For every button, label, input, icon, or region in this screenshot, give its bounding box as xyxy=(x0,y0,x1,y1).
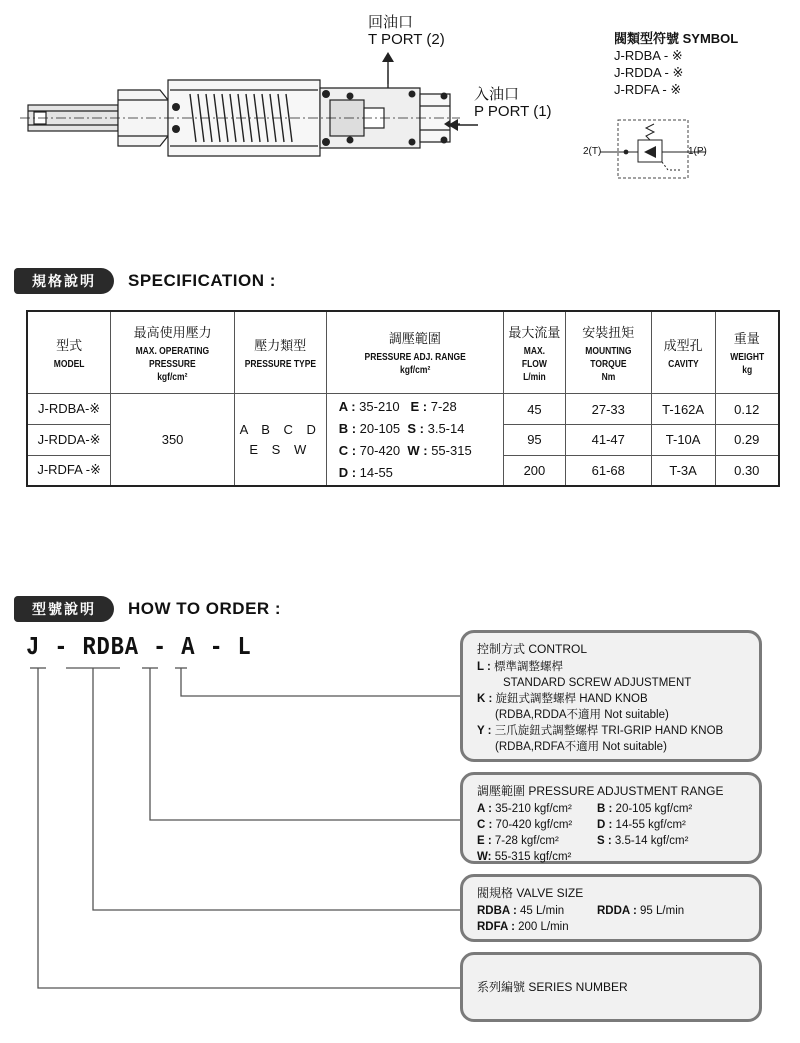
range-item-c: C : 70-420 kgf/cm² xyxy=(477,819,573,831)
header-mounting-torque: 安裝扭矩 MOUNTING TORQUE Nm xyxy=(565,311,651,394)
control-option-y: Y : 三爪旋鈕式調整螺桿 TRI-GRIP HAND KNOB xyxy=(477,725,724,737)
control-box xyxy=(460,630,762,762)
header-max-flow: 最大流量 MAX. FLOW L/min xyxy=(504,311,566,394)
pressure-type-line: A B C D xyxy=(239,421,321,437)
how-to-order-pill: 型號說明 xyxy=(14,596,114,622)
control-option-l-en: STANDARD SCREW ADJUSTMENT xyxy=(503,677,692,689)
range-item-w: W: 55-315 kgf/cm² xyxy=(477,851,572,863)
series-header: 系列編號 SERIES NUMBER xyxy=(477,980,628,994)
range-item-e: E : 7-28 kgf/cm² xyxy=(477,835,559,847)
range-line: C : 70-420 W : 55-315 xyxy=(338,442,472,458)
control-option-y-note: (RDBA,RDFA不適用 Not suitable) xyxy=(495,741,667,753)
pressure-range-box xyxy=(460,772,762,864)
size-rdda: RDDA : 95 L/min xyxy=(597,905,685,917)
size-rdba: RDBA : 45 L/min xyxy=(477,905,565,917)
t-port-label-cn: 回油口 xyxy=(368,14,414,31)
cell-weight: 0.12 xyxy=(715,394,779,425)
specification-title: SPECIFICATION : xyxy=(128,271,276,290)
range-line: B : 20-105 S : 3.5-14 xyxy=(338,420,465,436)
range-line: A : 35-210 E : 7-28 xyxy=(338,398,457,414)
p-port-label-cn: 入油口 xyxy=(474,86,520,103)
header-pressure-type: 壓力類型 PRESSURE TYPE xyxy=(234,311,326,394)
cell-cavity: T-10A xyxy=(651,425,715,456)
cell-model: J-RDDA-※ xyxy=(27,425,111,456)
cell-flow: 95 xyxy=(504,425,566,456)
cell-flow: 200 xyxy=(504,455,566,486)
header-cavity: 成型孔 CAVITY xyxy=(651,311,715,394)
size-header: 閥規格 VALVE SIZE xyxy=(477,886,584,900)
symbol-line-rdba: J-RDBA - ※ xyxy=(614,48,683,63)
valve-size-box xyxy=(460,874,762,942)
size-rdfa: RDFA : 200 L/min xyxy=(477,921,569,933)
control-option-l: L : 標準調整螺桿 xyxy=(477,661,564,673)
header-weight: 重量 WEIGHT kg xyxy=(715,311,779,394)
range-grid xyxy=(477,801,745,865)
range-item-a: A : 35-210 kgf/cm² xyxy=(477,803,572,815)
pressure-type-line: E S W xyxy=(249,441,312,457)
specification-pill: 規格說明 xyxy=(14,268,114,294)
range-item-s: S : 3.5-14 kgf/cm² xyxy=(597,835,689,847)
symbol-port-p: 1(P) xyxy=(688,146,707,157)
symbol-port-t: 2(T) xyxy=(583,146,602,157)
series-number-box xyxy=(460,952,762,1022)
range-item-b: B : 20-105 kgf/cm² xyxy=(597,803,693,815)
cell-weight: 0.30 xyxy=(715,455,779,486)
cell-cavity: T-3A xyxy=(651,455,715,486)
size-grid xyxy=(477,903,745,935)
range-item-d: D : 14-55 kgf/cm² xyxy=(597,819,686,831)
header-pressure-range: 調壓範圍 PRESSURE ADJ. RANGE kgf/cm² xyxy=(326,311,503,394)
cell-flow: 45 xyxy=(504,394,566,425)
range-header: 調壓範圍 PRESSURE ADJUSTMENT RANGE xyxy=(477,784,724,798)
t-port-label-en: T PORT (2) xyxy=(368,31,445,48)
cell-weight: 0.29 xyxy=(715,425,779,456)
control-header: 控制方式 CONTROL xyxy=(477,642,588,656)
cell-torque: 61-68 xyxy=(565,455,651,486)
cell-torque: 41-47 xyxy=(565,425,651,456)
cell-model: J-RDBA-※ xyxy=(27,394,111,425)
header-max-pressure: 最高使用壓力 MAX. OPERATING PRESSURE kgf/cm² xyxy=(111,311,235,394)
how-to-order-title: HOW TO ORDER : xyxy=(128,599,282,618)
cell-model: J-RDFA -※ xyxy=(27,455,111,486)
range-line: D : 14-55 xyxy=(338,464,393,480)
cell-max-pressure: 350 xyxy=(111,394,235,486)
control-option-k: K : 旋鈕式調整螺桿 HAND KNOB xyxy=(477,693,648,705)
symbol-title: 閥類型符號 SYMBOL xyxy=(614,31,739,46)
symbol-line-rdda: J-RDDA - ※ xyxy=(614,65,684,80)
cell-torque: 27-33 xyxy=(565,394,651,425)
symbol-line-rdfa: J-RDFA - ※ xyxy=(614,82,682,97)
header-model: 型式 MODEL xyxy=(27,311,111,394)
control-option-k-note: (RDBA,RDDA不適用 Not suitable) xyxy=(495,709,669,721)
order-code: J - RDBA - A - L xyxy=(26,632,252,662)
cell-cavity: T-162A xyxy=(651,394,715,425)
p-port-label-en: P PORT (1) xyxy=(474,103,552,120)
